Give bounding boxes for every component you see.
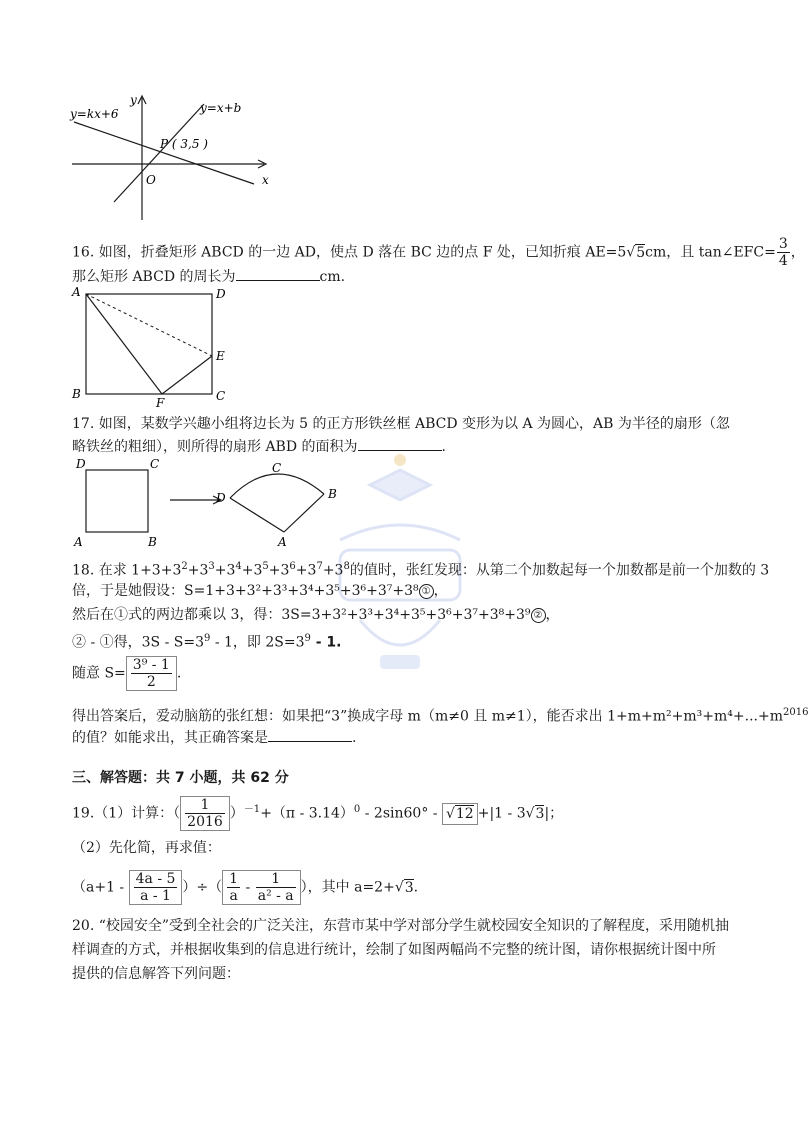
segment-fe bbox=[162, 356, 212, 394]
fig17-label-a: A bbox=[74, 535, 83, 549]
q18-formula-box: $\frac{\text{3⁹ - 1}}{2}$ bbox=[126, 656, 177, 691]
fig17-label-a2: A bbox=[278, 535, 287, 549]
q16-line1: 16. 如图，折叠矩形 ABCD 的一边 AD，使点 D 落在 BC 边的点 F 处，已知折痕 AE=5√5cm，且 tan∠EFC= $\frac{3}{4}$ ， bbox=[72, 236, 805, 269]
q18-line7: 的值？如能求出，其正确答案是 . bbox=[72, 727, 356, 748]
fig17-label-b: B bbox=[148, 535, 157, 549]
square-to-sector-figure bbox=[70, 456, 360, 551]
line-x-plus-b bbox=[114, 104, 204, 202]
sector-radius-ad bbox=[230, 498, 284, 532]
q17-answer-blank[interactable] bbox=[358, 436, 442, 451]
fold-line-ae bbox=[86, 294, 212, 356]
linear-functions-graph bbox=[64, 92, 274, 222]
sector-radius-ab bbox=[284, 494, 324, 532]
label-y: y bbox=[130, 93, 137, 107]
q16-sqrt-sign: √ bbox=[626, 244, 636, 261]
sector-arc bbox=[230, 474, 324, 498]
q18-line5: 随意 S= $\frac{\text{3⁹ - 1}}{2}$ . bbox=[72, 657, 182, 690]
fig16-label-f: F bbox=[156, 396, 165, 410]
rect-abcd bbox=[86, 294, 212, 394]
q16-fraction: $\frac{3}{4}$ bbox=[778, 236, 788, 269]
rectangle-fold-figure bbox=[70, 284, 240, 409]
q18-line2: 倍，于是她假设：S=1+3+3²+3³+3⁴+3⁵+3⁶+3⁷+3⁸ ① ， bbox=[72, 583, 448, 599]
q18-line1: 18. 在求 $1+3+3^2+3^3+3^4+3^5+3^6+3^7+3^8$的值时，张红发现：从第二个加数起每一个加数都是前一个加数的 3 bbox=[72, 561, 770, 579]
q19-part3: （a+1 - $\frac{4a - 5}{a - 1}$ ）÷（ $\frac{1}{a}$ - $\frac{1}{\text{a² - a}}$ ），其中 a=2+√3. bbox=[72, 871, 419, 904]
label-x: x bbox=[262, 173, 269, 187]
q16-text-b: cm，且 tan∠EFC= bbox=[645, 244, 776, 261]
q20-line1: 20. “校园安全”受到全社会的广泛关注，东营市某中学对部分学生就校园安全知识的了解程度，采用随机抽 bbox=[72, 918, 730, 934]
fig17-label-c2: C bbox=[272, 461, 282, 475]
fig16-label-e: E bbox=[216, 349, 225, 363]
fig17-label-c: C bbox=[150, 457, 160, 471]
q20-line3: 提供的信息解答下列问题： bbox=[72, 966, 240, 982]
q19-part1: 19.（1）计算：（ $\frac{1}{2016}$ ）$^{-1}$+（π - 3.14）$^0$ - 2sin60° - √12 +|1 - 3√3|； bbox=[72, 797, 564, 830]
q18-line4: ② - ①得，$3S - S=3^9 - 1$，即 $2S=3^9 - 1$. bbox=[72, 633, 342, 651]
fig16-label-d: D bbox=[216, 287, 226, 301]
fig17-label-b2: B bbox=[328, 487, 337, 501]
q16-answer-blank[interactable] bbox=[236, 266, 320, 281]
q16-text-a: 16. 如图，折叠矩形 ABCD 的一边 AD，使点 D 落在 BC 边的点 F 处，已知折痕 AE=5 bbox=[72, 244, 627, 261]
line-kx-plus-6 bbox=[74, 122, 254, 184]
q18-line3: 然后在①式的两边都乘以 3，得：3S=3+3²+3³+3⁴+3⁵+3⁶+3⁷+3⁸+3⁹ ② ， bbox=[72, 607, 560, 623]
circle-one: ① bbox=[419, 584, 434, 599]
q20-line2: 样调查的方式，并根据收集到的信息进行统计，绘制了如图两幅尚不完整的统计图，请你根据统计图中所 bbox=[72, 942, 716, 958]
q17-line1: 17. 如图，某数学兴趣小组将边长为 5 的正方形铁丝框 ABCD 变形为以 A 为圆心，AB 为半径的扇形（忽 bbox=[72, 416, 730, 432]
section-3-title: 三、解答题：共 7 小题，共 62 分 bbox=[72, 770, 289, 786]
q18-answer-blank[interactable] bbox=[268, 727, 352, 742]
fig16-label-c: C bbox=[216, 389, 226, 403]
q16-sqrt-arg: 5 bbox=[636, 244, 646, 261]
q17-line2: 略铁丝的粗细），则所得的扇形 ABD 的面积为 . bbox=[72, 436, 446, 457]
label-line1: y=kx+6 bbox=[70, 107, 119, 121]
q18-line6: 得出答案后，爱动脑筋的张红想：如果把“3”换成字母 m（m≠0 且 m≠1），能否求出 $1+m+m^2+m^3+m^4+...+m^{2016}$ bbox=[72, 707, 808, 725]
fig17-label-d: D bbox=[76, 457, 86, 471]
fig16-label-b: B bbox=[72, 387, 81, 401]
label-point-p: P ( 3,5 ) bbox=[160, 137, 208, 151]
segment-af bbox=[86, 294, 162, 394]
square-abcd bbox=[86, 470, 148, 532]
fig16-label-a: A bbox=[72, 285, 81, 299]
q16-line2: 那么矩形 ABCD 的周长为 cm. bbox=[72, 266, 345, 287]
label-origin: O bbox=[146, 173, 156, 187]
circle-two: ② bbox=[531, 608, 546, 623]
fig17-label-d2: D bbox=[216, 491, 226, 505]
q19-part2: （2）先化简，再求值： bbox=[72, 840, 221, 856]
label-line2: y=x+b bbox=[200, 101, 242, 115]
